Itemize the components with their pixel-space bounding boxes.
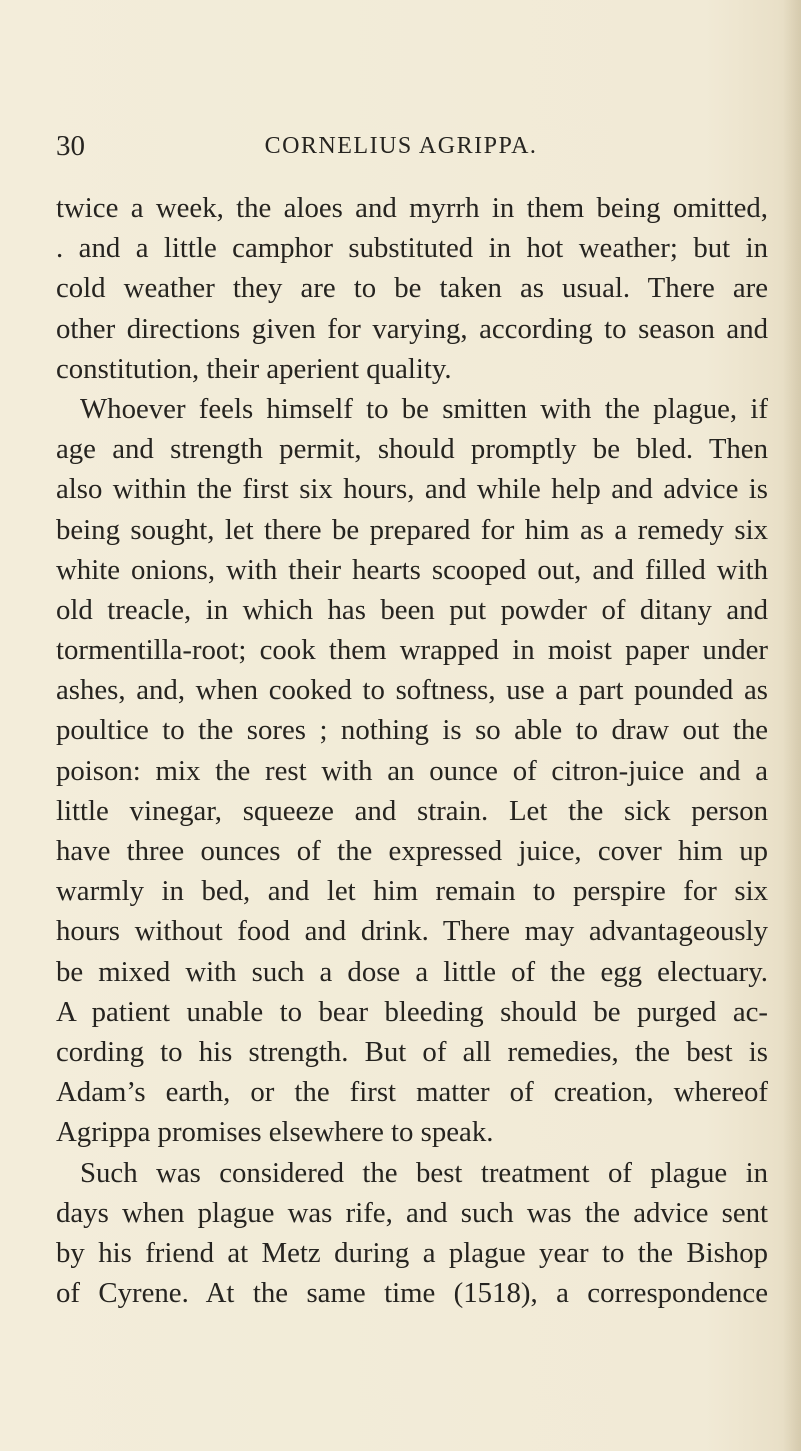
- text-line: cold weather they are to be taken as usual. There are: [56, 272, 768, 305]
- text-line: A patient unable to bear bleeding should be purged ac-: [56, 995, 768, 1028]
- page-header: [56, 128, 746, 164]
- text-line: ashes, and, when cooked to softness, use a part pounded as: [56, 674, 768, 707]
- text-line: little vinegar, squeeze and strain. Let the sick person: [56, 794, 768, 827]
- text-line: other directions given for varying, according to season and: [56, 312, 768, 345]
- text-line: age and strength permit, should promptly be bled. Then: [56, 433, 768, 466]
- text-line: tormentilla-root; cook them wrapped in moist paper under: [56, 634, 768, 667]
- page-number: 30: [56, 130, 85, 162]
- body-text: [56, 188, 768, 1313]
- text-line: poultice to the sores ; nothing is so able to draw out the: [56, 714, 768, 747]
- text-line: twice a week, the aloes and myrrh in them being omitted,: [56, 192, 768, 224]
- text-line: warmly in bed, and let him remain to perspire for six: [56, 875, 768, 908]
- text-line: being sought, let there be prepared for him as a remedy six: [56, 513, 768, 546]
- text-line: cording to his strength. But of all remedies, the best is: [56, 1035, 768, 1068]
- text-line: Adam’s earth, or the first matter of creation, whereof: [56, 1076, 768, 1109]
- text-line: of Cyrene. At the same time (1518), a correspondence: [56, 1277, 768, 1310]
- text-line: constitution, their aperient quality.: [56, 352, 452, 385]
- text-line: hours without food and drink. There may advantageously: [56, 915, 768, 948]
- text-line: poison: mix the rest with an ounce of citron-juice and a: [56, 754, 768, 787]
- page-edge-shadow: [783, 0, 801, 1451]
- text-line: also within the first six hours, and while help and advice is: [56, 473, 768, 506]
- text-line: Such was considered the best treatment of plague in: [80, 1156, 768, 1189]
- text-line: have three ounces of the expressed juice, cover him up: [56, 835, 768, 867]
- text-line: by his friend at Metz during a plague year to the Bishop: [56, 1236, 768, 1269]
- text-line: white onions, with their hearts scooped out, and filled with: [56, 553, 768, 586]
- text-line: . and a little camphor substituted in hot weather; but in: [56, 232, 768, 265]
- text-line: Agrippa promises elsewhere to speak.: [56, 1116, 494, 1149]
- text-line: old treacle, in which has been put powder of ditany and: [56, 593, 768, 626]
- running-title: CORNELIUS AGRIPPA.: [264, 133, 538, 159]
- text-line: Whoever feels himself to be smitten with the plague, if: [80, 392, 768, 425]
- text-line: be mixed with such a dose a little of the egg electuary.: [56, 955, 768, 988]
- text-line: days when plague was rife, and such was the advice sent: [56, 1196, 768, 1229]
